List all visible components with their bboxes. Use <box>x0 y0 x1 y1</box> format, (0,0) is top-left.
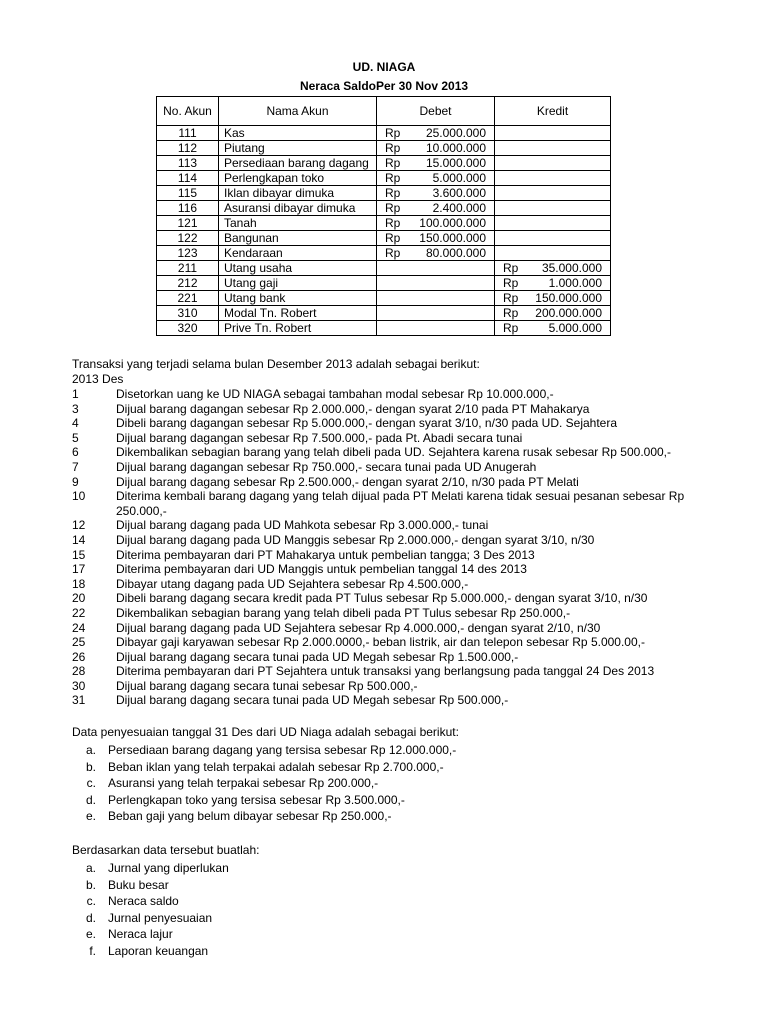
table-row <box>157 291 611 306</box>
table-row <box>157 261 611 276</box>
kredit-cell <box>495 201 611 216</box>
task-item <box>72 943 712 960</box>
account-number-cell: 212 <box>157 276 219 291</box>
transaction-text: Dijual barang dagang secara tunai sebesar Rp 500.000,- <box>116 678 418 693</box>
debet-cell <box>377 171 495 186</box>
table-body <box>157 126 611 336</box>
adjustment-item <box>72 808 712 825</box>
list-marker: d. <box>85 910 96 925</box>
adjustment-item <box>72 775 712 792</box>
account-name-cell: Kas <box>219 126 377 141</box>
table-row <box>157 246 611 261</box>
transaction-day: 18 <box>72 576 86 591</box>
amount-value: 5.000.000 <box>548 321 602 335</box>
debet-cell <box>377 186 495 201</box>
table-row <box>157 201 611 216</box>
list-item-text: Jurnal penyesuaian <box>108 910 213 925</box>
list-item-text: Beban iklan yang telah terpakai adalah sebesar Rp 2.700.000,- <box>108 759 444 774</box>
currency-label: Rp <box>385 186 401 200</box>
transaction-day: 28 <box>72 664 86 679</box>
kredit-cell <box>495 231 611 246</box>
company-title: UD. NIAGA <box>352 60 416 74</box>
amount <box>379 186 492 200</box>
amount <box>497 261 608 275</box>
list-item-text: Neraca saldo <box>108 894 179 908</box>
account-number-cell: 121 <box>157 216 219 231</box>
debet-cell <box>377 231 495 246</box>
transactions-list <box>72 387 712 708</box>
transaction-item <box>72 562 712 577</box>
list-marker: a. <box>85 861 96 875</box>
list-marker: e. <box>85 927 96 941</box>
transaction-day: 31 <box>72 693 86 708</box>
account-number-cell: 115 <box>157 186 219 201</box>
amount <box>379 141 492 155</box>
transaction-text: Diterima pembayaran dari PT Sejahtera untuk transaksi yang berlangsung pada tanggal 24 Des 2013 <box>116 664 655 679</box>
transaction-item <box>72 518 712 533</box>
transaction-text: Dijual barang dagang secara tunai pada UD Megah sebesar Rp 1.500.000,- <box>116 649 519 664</box>
adjustment-item <box>72 742 712 759</box>
amount-value: 200.000.000 <box>535 306 602 320</box>
list-item-text: Buku besar <box>108 877 169 892</box>
currency-label: Rp <box>503 261 519 275</box>
list-item-text: Perlengkapan toko yang tersisa sebesar Rp 3.500.000,- <box>108 792 405 807</box>
task-item <box>72 910 712 927</box>
document-subtitle: Neraca SaldoPer 30 Nov 2013 <box>299 79 469 93</box>
debet-cell <box>377 156 495 171</box>
table-row <box>157 156 611 171</box>
amount-value: 10.000.000 <box>425 141 486 155</box>
transaction-item <box>72 460 712 475</box>
amount <box>379 246 492 260</box>
table-row <box>157 171 611 186</box>
currency-label: Rp <box>385 231 401 245</box>
transaction-day: 14 <box>72 532 86 547</box>
kredit-cell <box>495 246 611 261</box>
transaction-day: 5 <box>72 430 79 445</box>
account-number-cell: 310 <box>157 306 219 321</box>
list-marker: d. <box>85 792 96 807</box>
transaction-item <box>72 606 712 621</box>
tasks-section <box>72 843 712 959</box>
trial-balance-table <box>156 96 611 336</box>
transaction-item <box>72 431 712 446</box>
transaction-item <box>72 621 712 636</box>
transaction-item <box>72 679 712 694</box>
transaction-text: Diterima kembali barang dagang yang telah dijual pada PT Melati karena tidak sesuai pesanan sebesar Rp 250.000,- <box>116 489 685 518</box>
transaction-text: Dijual barang dagang pada UD Sejahtera sebesar Rp 4.000.000,- dengan syarat 2/10, n/30 <box>116 620 601 635</box>
transaction-item <box>72 693 712 708</box>
kredit-cell <box>495 291 611 306</box>
transaction-day: 10 <box>72 489 86 504</box>
list-item-text: Laporan keuangan <box>108 943 209 958</box>
account-name-cell: Kendaraan <box>219 246 377 261</box>
account-number-cell: 111 <box>157 126 219 141</box>
list-item-text: Asuransi yang telah terpakai sebesar Rp 200.000,- <box>108 776 379 790</box>
account-number-cell: 123 <box>157 246 219 261</box>
kredit-cell <box>495 261 611 276</box>
task-item <box>72 893 712 910</box>
kredit-cell <box>495 216 611 231</box>
transaction-day: 17 <box>72 562 86 577</box>
transaction-item <box>72 577 712 592</box>
col-header-nama-akun: Nama Akun <box>219 97 377 126</box>
transaction-text: Dikembalikan sebagian barang yang telah dibeli pada PT Tulus sebesar Rp 250.000,- <box>116 605 571 620</box>
list-marker: b. <box>85 759 96 774</box>
account-number-cell: 113 <box>157 156 219 171</box>
account-number-cell: 221 <box>157 291 219 306</box>
transaction-day: 26 <box>72 649 86 664</box>
transaction-item <box>72 402 712 417</box>
currency-label: Rp <box>385 171 401 185</box>
table-row <box>157 231 611 246</box>
list-item-text: Persediaan barang dagang yang tersisa sebesar Rp 12.000.000,- <box>108 743 457 757</box>
account-name-cell: Iklan dibayar dimuka <box>219 186 377 201</box>
transaction-text: Dijual barang dagang secara tunai pada UD Megah sebesar Rp 500.000,- <box>116 693 509 708</box>
account-name-cell: Bangunan <box>219 231 377 246</box>
transaction-day: 15 <box>72 547 86 562</box>
transaction-item <box>72 548 712 563</box>
table-row <box>157 141 611 156</box>
list-item-text: Jurnal yang diperlukan <box>108 861 229 875</box>
amount-value: 3.600.000 <box>432 186 486 200</box>
account-name-cell: Prive Tn. Robert <box>219 321 377 336</box>
debet-cell <box>377 201 495 216</box>
account-name-cell: Utang usaha <box>219 261 377 276</box>
currency-label: Rp <box>385 126 401 140</box>
transaction-day: 6 <box>72 445 79 460</box>
transaction-text: Diterima pembayaran dari UD Manggis untuk pembelian tanggal 14 des 2013 <box>116 562 527 577</box>
amount-value: 1.000.000 <box>548 276 602 290</box>
amount <box>379 201 492 215</box>
kredit-cell <box>495 171 611 186</box>
amount <box>379 171 492 185</box>
debet-cell <box>377 126 495 141</box>
account-number-cell: 211 <box>157 261 219 276</box>
amount-value: 150.000.000 <box>419 231 486 245</box>
transaction-text: Dikembalikan sebagian barang yang telah dibeli pada UD. Sejahtera karena rusak sebesar Rp 500.000,- <box>116 445 672 460</box>
amount <box>379 156 492 170</box>
transaction-item <box>72 591 712 606</box>
transactions-section <box>72 357 712 708</box>
transaction-day: 24 <box>72 620 86 635</box>
list-marker: f. <box>89 943 96 958</box>
list-marker: b. <box>85 877 96 892</box>
amount-value: 80.000.000 <box>425 246 486 260</box>
transaction-day: 30 <box>72 678 86 693</box>
amount-value: 15.000.000 <box>425 156 486 170</box>
transaction-item <box>72 387 712 402</box>
transaction-item <box>72 664 712 679</box>
currency-label: Rp <box>385 246 401 260</box>
transaction-text: Dijual barang dagang pada UD Manggis sebesar Rp 2.000.000,- dengan syarat 3/10, n/30 <box>116 532 595 547</box>
amount-value: 35.000.000 <box>541 261 602 275</box>
adjustment-item <box>72 759 712 776</box>
transaction-day: 22 <box>72 605 86 620</box>
table-row <box>157 126 611 141</box>
tasks-intro: Berdasarkan data tersebut buatlah: <box>72 843 260 857</box>
account-name-cell: Asuransi dibayar dimuka <box>219 201 377 216</box>
adjustments-section <box>72 725 712 825</box>
currency-label: Rp <box>503 321 519 335</box>
kredit-cell <box>495 306 611 321</box>
account-name-cell: Perlengkapan toko <box>219 171 377 186</box>
currency-label: Rp <box>385 156 401 170</box>
currency-label: Rp <box>385 216 401 230</box>
transaction-text: Dibayar gaji karyawan sebesar Rp 2.000.0000,- beban listrik, air dan telepon sebesar Rp 5.000.00,- <box>116 635 645 650</box>
kredit-cell <box>495 321 611 336</box>
adjustment-item <box>72 792 712 809</box>
transaction-item <box>72 416 712 431</box>
debet-cell <box>377 261 495 276</box>
list-item-text: Beban gaji yang belum dibayar sebesar Rp 250.000,- <box>108 809 392 823</box>
table-header-row <box>157 97 611 126</box>
tasks-list <box>72 860 712 959</box>
debet-cell <box>377 321 495 336</box>
transaction-item <box>72 635 712 650</box>
account-number-cell: 320 <box>157 321 219 336</box>
account-name-cell: Piutang <box>219 141 377 156</box>
transaction-text: Dibeli barang dagangan sebesar Rp 5.000.000,- dengan syarat 3/10, n/30 pada UD. Sejahtera <box>116 416 618 431</box>
account-name-cell: Utang gaji <box>219 276 377 291</box>
task-item <box>72 926 712 943</box>
amount <box>497 276 608 290</box>
amount <box>379 126 492 140</box>
account-number-cell: 116 <box>157 201 219 216</box>
task-item <box>72 860 712 877</box>
debet-cell <box>377 291 495 306</box>
col-header-no-akun: No. Akun <box>157 97 219 126</box>
debet-cell <box>377 141 495 156</box>
currency-label: Rp <box>503 276 519 290</box>
table-row <box>157 276 611 291</box>
table-row <box>157 216 611 231</box>
kredit-cell <box>495 126 611 141</box>
transaction-text: Diterima pembayaran dari PT Mahakarya untuk pembelian tangga; 3 Des 2013 <box>116 547 535 562</box>
transaction-day: 7 <box>72 459 79 474</box>
transaction-item <box>72 445 712 460</box>
account-number-cell: 122 <box>157 231 219 246</box>
transaction-day: 4 <box>72 416 79 431</box>
amount-value: 5.000.000 <box>432 171 486 185</box>
transaction-day: 25 <box>72 635 86 650</box>
kredit-cell <box>495 156 611 171</box>
list-marker: e. <box>85 809 96 823</box>
transaction-text: Dijual barang dagang sebesar Rp 2.500.000,- dengan syarat 2/10, n/30 pada PT Melati <box>116 474 579 489</box>
transactions-intro: Transaksi yang terjadi selama bulan Desember 2013 adalah sebagai berikut: <box>72 357 480 371</box>
amount <box>379 231 492 245</box>
amount <box>379 216 492 230</box>
amount <box>497 291 608 305</box>
account-name-cell: Modal Tn. Robert <box>219 306 377 321</box>
amount-value: 150.000.000 <box>535 291 602 305</box>
currency-label: Rp <box>503 291 519 305</box>
account-number-cell: 114 <box>157 171 219 186</box>
col-header-kredit: Kredit <box>495 97 611 126</box>
amount-value: 25.000.000 <box>425 126 486 140</box>
transaction-item <box>72 533 712 548</box>
transaction-text: Dijual barang dagangan sebesar Rp 7.500.000,- pada Pt. Abadi secara tunai <box>116 430 523 445</box>
transaction-text: Dibeli barang dagang secara kredit pada PT Tulus sebesar Rp 5.000.000,- dengan syarat 3/10, n/30 <box>116 591 648 606</box>
currency-label: Rp <box>385 201 401 215</box>
currency-label: Rp <box>503 306 519 320</box>
kredit-cell <box>495 186 611 201</box>
transaction-text: Dijual barang dagang pada UD Mahkota sebesar Rp 3.000.000,- tunai <box>116 518 489 533</box>
adjustments-list <box>72 742 712 825</box>
debet-cell <box>377 276 495 291</box>
account-number-cell: 112 <box>157 141 219 156</box>
transactions-period: 2013 Des <box>72 372 124 386</box>
account-name-cell: Tanah <box>219 216 377 231</box>
amount <box>497 306 608 320</box>
transaction-day: 20 <box>72 591 86 606</box>
transaction-day: 12 <box>72 518 86 533</box>
transaction-item <box>72 489 712 518</box>
list-marker: c. <box>86 776 96 790</box>
transaction-day: 9 <box>72 474 79 489</box>
kredit-cell <box>495 276 611 291</box>
col-header-debet: Debet <box>377 97 495 126</box>
amount-value: 2.400.000 <box>432 201 486 215</box>
transaction-day: 3 <box>72 401 79 416</box>
transaction-text: Dijual barang dagangan sebesar Rp 750.000,- secara tunai pada UD Anugerah <box>116 459 537 474</box>
adjustments-intro: Data penyesuaian tanggal 31 Des dari UD Niaga adalah sebagai berikut: <box>72 725 459 739</box>
list-item-text: Neraca lajur <box>108 927 173 941</box>
task-item <box>72 877 712 894</box>
table-row <box>157 306 611 321</box>
table-row <box>157 186 611 201</box>
debet-cell <box>377 246 495 261</box>
currency-label: Rp <box>385 141 401 155</box>
account-name-cell: Persediaan barang dagang <box>219 156 377 171</box>
transaction-text: Disetorkan uang ke UD NIAGA sebagai tambahan modal sebesar Rp 10.000.000,- <box>116 387 554 401</box>
kredit-cell <box>495 141 611 156</box>
debet-cell <box>377 306 495 321</box>
account-name-cell: Utang bank <box>219 291 377 306</box>
list-marker: a. <box>85 743 96 757</box>
transaction-text: Dijual barang dagangan sebesar Rp 2.000.000,- dengan syarat 2/10 pada PT Mahakarya <box>116 401 590 416</box>
transaction-item <box>72 475 712 490</box>
list-marker: c. <box>86 894 96 908</box>
table-row <box>157 321 611 336</box>
amount <box>497 321 608 335</box>
debet-cell <box>377 216 495 231</box>
transaction-item <box>72 650 712 665</box>
amount-value: 100.000.000 <box>419 216 486 230</box>
transaction-text: Dibayar utang dagang pada UD Sejahtera sebesar Rp 4.500.000,- <box>116 576 469 591</box>
transaction-day: 1 <box>72 387 79 401</box>
